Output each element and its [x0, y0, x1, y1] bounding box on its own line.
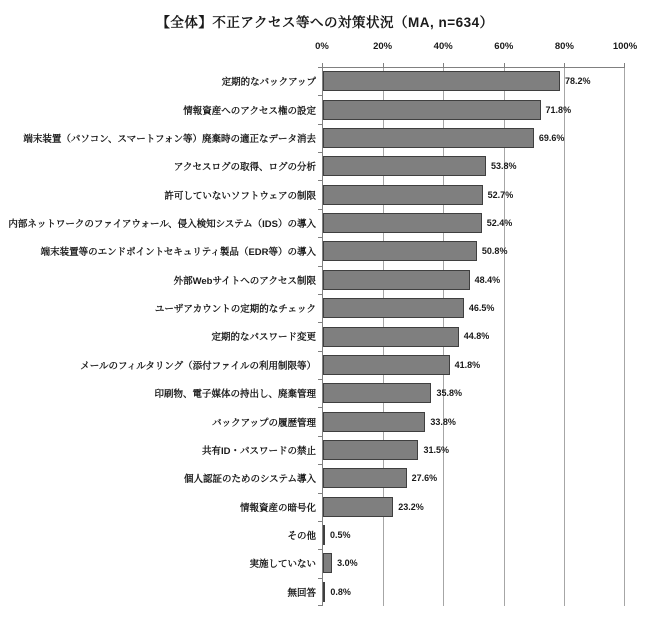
category-label: アクセスログの取得、ログの分析	[173, 162, 316, 174]
value-label: 44.8%	[463, 331, 490, 342]
value-label: 52.4%	[486, 218, 513, 228]
category-label: 情報資産へのアクセス権の設定	[183, 105, 316, 117]
x-axis-tick-label: 20%	[373, 41, 393, 52]
value-label: 50.8%	[481, 246, 508, 257]
value-label: 52.7%	[487, 189, 514, 200]
category-label: 共有ID・パスワードの禁止	[201, 445, 316, 457]
value-label: 0.5%	[330, 530, 351, 541]
category-label: 個人認証のためのシステム導入	[183, 474, 316, 486]
category-label: 外部Webサイトへのアクセス制限	[173, 275, 316, 287]
value-label: 23.2%	[398, 501, 424, 512]
category-label: 内部ネットワークのファイアウォール、侵入検知システム（IDS）の導入	[8, 219, 316, 230]
value-label: 46.5%	[468, 303, 495, 314]
category-label: 端末装置等のエンドポイントセキュリティ製品（EDR等）の導入	[40, 247, 316, 259]
value-label: 71.8%	[545, 104, 572, 115]
category-label: 無回答	[287, 587, 316, 599]
value-label: 41.8%	[454, 359, 481, 370]
value-label: 3.0%	[337, 558, 358, 569]
value-label: 78.2%	[564, 76, 591, 87]
x-axis-tick-label: 40%	[433, 41, 453, 52]
category-label: メールのフィルタリング（添付ファイルの利用制限等）	[80, 360, 316, 372]
x-axis-tick-label: 80%	[554, 41, 574, 52]
value-label: 33.8%	[430, 416, 456, 427]
category-label: 端末装置（パソコン、スマートフォン等）廃棄時の適正なデータ消去	[23, 133, 316, 145]
x-axis-tick-label: 60%	[494, 41, 514, 52]
value-label: 0.8%	[330, 586, 351, 597]
category-label: 実施していない	[249, 559, 316, 571]
value-label: 53.8%	[491, 161, 517, 172]
chart-title: 【全体】不正アクセス等への対策状況（MA, n=634）	[156, 15, 494, 30]
category-label: 情報資産の暗号化	[239, 502, 316, 514]
value-label: 69.6%	[538, 132, 565, 143]
category-label: バックアップの履歴管理	[212, 417, 316, 429]
category-label: その他	[287, 531, 316, 543]
value-label: 48.4%	[474, 274, 501, 285]
category-label: ユーザアカウントの定期的なチェック	[154, 304, 316, 316]
category-label: 印刷物、電子媒体の持出し、廃棄管理	[154, 389, 316, 401]
category-label: 許可していないソフトウェアの制限	[164, 190, 316, 202]
x-axis-tick-label: 0%	[315, 41, 329, 52]
value-label: 35.8%	[436, 388, 462, 399]
value-label: 31.5%	[423, 444, 449, 455]
category-label: 定期的なバックアップ	[221, 77, 316, 89]
category-label: 定期的なパスワード変更	[211, 332, 316, 344]
value-label: 27.6%	[411, 473, 438, 484]
x-axis-tick-label: 100%	[612, 41, 638, 52]
